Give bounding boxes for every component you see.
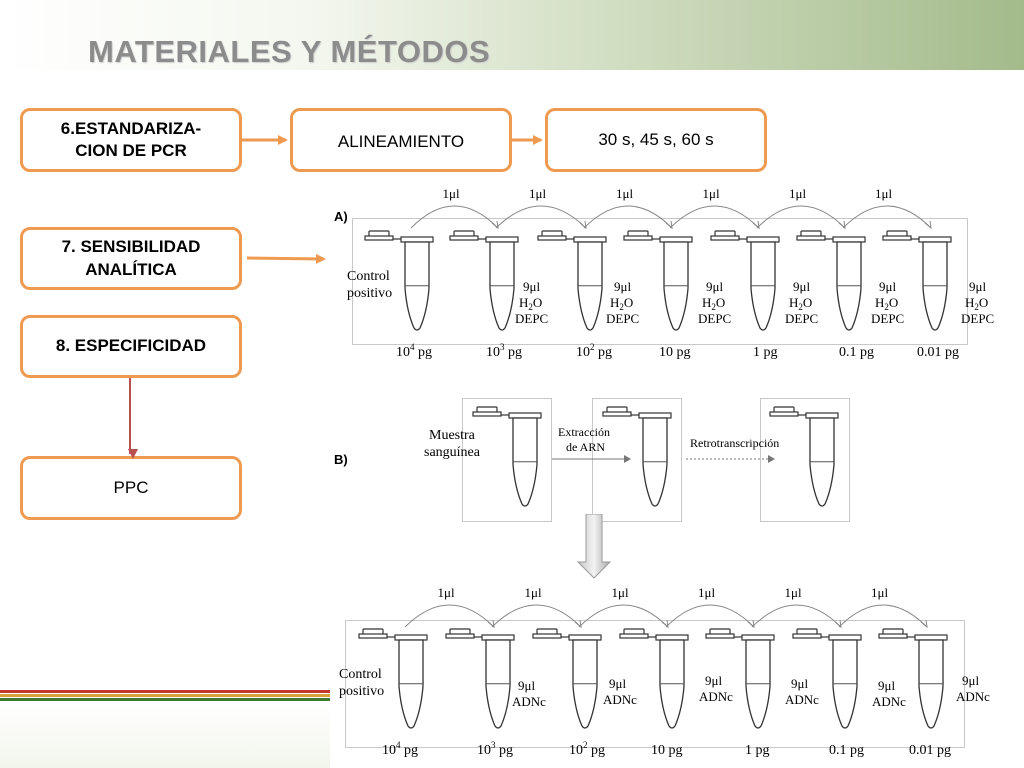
svg-text:DEPC: DEPC (698, 311, 732, 326)
figure-b-label: B) (334, 452, 348, 467)
svg-text:9μl: 9μl (793, 279, 811, 294)
transfer-volume-label: 1μl (698, 585, 716, 600)
svg-text:H2O: $H_2O$ (965, 295, 989, 312)
svg-text:9μl: 9μl (706, 279, 724, 294)
svg-text:9μl: 9μl (518, 678, 536, 693)
svg-text:9μl: 9μl (614, 279, 632, 294)
concentration-a-3: $10^2$ pg (576, 342, 612, 360)
concentration-b-6: 0.1 pg (829, 743, 864, 758)
svg-text:DEPC: DEPC (961, 311, 995, 326)
concentration-a-7: 0.01 pg (917, 345, 959, 360)
svg-text:9μl: 9μl (523, 279, 541, 294)
transfer-volume-label: 1μl (789, 186, 807, 201)
arc-b-4 (666, 585, 754, 627)
figure-b-sample-line1: Muestra (429, 428, 475, 443)
figure-b-extraction-line1: Extracción (558, 425, 610, 439)
svg-text:9μl: 9μl (878, 678, 896, 693)
svg-text:ADNc: ADNc (603, 692, 637, 707)
svg-text:9μl: 9μl (705, 673, 723, 688)
concentration-a-1: $10^4$ pg (396, 342, 432, 360)
transfer-volume-label: 1μl (524, 585, 542, 600)
box-alineamiento-label: ALINEAMIENTO (337, 132, 465, 151)
diluent-label-b-2 (603, 676, 637, 707)
svg-text:DEPC: DEPC (871, 311, 905, 326)
svg-text:9μl: 9μl (962, 673, 980, 688)
arc-b-3 (579, 585, 668, 627)
figure-a-control-line1: Control (347, 269, 390, 284)
svg-text:9μl: 9μl (879, 279, 897, 294)
transfer-volume-label: 1μl (875, 186, 893, 201)
svg-text:DEPC: DEPC (515, 311, 549, 326)
slide-title: MATERIALES Y MÉTODOS (88, 34, 491, 69)
tube-b2-4 (620, 629, 688, 728)
figure-b-sample-line2: sanguínea (424, 445, 480, 460)
box-standardization-line1: 6.ESTANDARIZA- (60, 118, 202, 138)
figure-a-control-line2: positivo (347, 286, 393, 301)
transfer-volume-label: 1μl (702, 186, 720, 201)
transfer-volume-label: 1μl (611, 585, 629, 600)
concentration-b-3: $10^2$ pg (569, 740, 605, 758)
diluent-label-b-6 (956, 673, 990, 704)
svg-text:H2O: $H_2O$ (519, 295, 543, 312)
box-specificity-label: 8. ESPECIFICIDAD (55, 336, 207, 356)
concentration-b-2: $10^3$ pg (477, 740, 513, 758)
svg-text:H2O: $H_2O$ (789, 295, 813, 312)
svg-text:ADNc: ADNc (512, 694, 546, 709)
tube-b2-2 (446, 629, 514, 728)
transfer-volume-label: 1μl (616, 186, 634, 201)
concentration-b-1: $10^4$ pg (382, 740, 418, 758)
arc-b-6 (839, 585, 927, 627)
transfer-volume-label: 1μl (871, 585, 889, 600)
svg-text:ADNc: ADNc (699, 689, 733, 704)
svg-text:H2O: $H_2O$ (875, 295, 899, 312)
svg-text:ADNc: ADNc (785, 692, 819, 707)
box-times-label: 30 s, 45 s, 60 s (598, 129, 714, 149)
arc-b-5 (752, 585, 841, 627)
figure-b-control-line2: positivo (339, 684, 385, 699)
diluent-label-b-3 (699, 673, 733, 704)
concentration-a-4: 10 pg (659, 345, 691, 360)
svg-text:9μl: 9μl (969, 279, 987, 294)
arc-b-1 (405, 585, 494, 627)
transfer-volume-label: 1μl (442, 186, 460, 201)
svg-text:ADNc: ADNc (872, 694, 906, 709)
svg-text:H2O: $H_2O$ (702, 295, 726, 312)
svg-text:9μl: 9μl (791, 676, 809, 691)
diluent-label-b-4 (785, 676, 819, 707)
box-ppc-label: PPC (113, 477, 149, 497)
arc-b-2 (492, 585, 581, 627)
diluent-label-b-1 (512, 678, 546, 709)
tube-b2-3 (533, 629, 601, 728)
diluent-label-b-5 (872, 678, 906, 709)
box-sensitivity-line2: ANALÍTICA (85, 259, 177, 279)
transfer-volume-label: 1μl (784, 585, 802, 600)
svg-text:ADNc: ADNc (956, 689, 990, 704)
concentration-a-2: $10^3$ pg (486, 342, 522, 360)
concentration-a-5: 1 pg (753, 345, 778, 360)
transfer-volume-label: 1μl (529, 186, 547, 201)
concentration-b-7: 0.01 pg (909, 743, 951, 758)
svg-text:9μl: 9μl (609, 676, 627, 691)
concentration-a-6: 0.1 pg (839, 345, 874, 360)
box-sensitivity-line1: 7. SENSIBILIDAD (61, 237, 201, 257)
figure-b-extraction-line2: de ARN (566, 440, 605, 454)
figure-b-control-line1: Control (339, 667, 382, 682)
svg-text:DEPC: DEPC (785, 311, 819, 326)
concentration-b-4: 10 pg (651, 743, 683, 758)
concentration-b-5: 1 pg (745, 743, 770, 758)
box-standardization-line2: CION DE PCR (75, 141, 187, 160)
figure-a-label: A) (334, 209, 348, 224)
transfer-volume-label: 1μl (437, 585, 455, 600)
svg-text:H2O: $H_2O$ (610, 295, 634, 312)
svg-text:DEPC: DEPC (606, 311, 640, 326)
figure-b-rt-label: Retrotranscripción (690, 436, 780, 450)
